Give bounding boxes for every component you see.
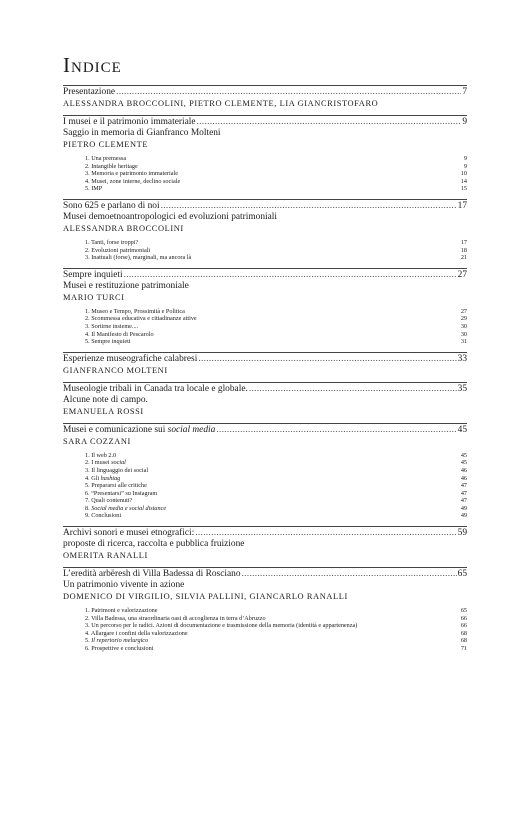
section-item[interactable] (63, 490, 467, 498)
section-label: 4. Il Manifesto di Pescarolo (85, 330, 154, 338)
entry-authors: MARIO TURCI (63, 292, 125, 302)
section-page-number: 65 (460, 607, 467, 615)
section-page-number: 21 (460, 254, 467, 262)
section-item[interactable] (63, 637, 467, 645)
section-label: 6. Prospettive e conclusioni (85, 645, 154, 653)
section-label: 3. Inattuali (forse), marginali, ma ancora là (85, 254, 192, 262)
entry-page-number: 45 (457, 424, 467, 435)
entry-title-line (63, 201, 467, 212)
entry-page-number: 9 (462, 117, 467, 127)
section-label: 2. Scommessa educativa e cittadinanze attive (85, 315, 197, 323)
entry-page-number: 33 (457, 353, 467, 364)
section-page-number: 68 (460, 637, 467, 645)
section-label: 1. Museo e Tempo, Prossimità e Politica (85, 307, 185, 315)
section-item[interactable] (63, 170, 467, 178)
section-item[interactable] (63, 155, 467, 163)
entry-title[interactable]: L’eredità arbëresh di Villa Badessa di Rosciano (63, 569, 241, 580)
section-label: 5. Prepararsi alle critiche (85, 482, 147, 490)
section-item[interactable] (63, 185, 467, 193)
entry-subtitle: Alcune note di campo. (63, 394, 148, 405)
entry-title[interactable]: Presentazione (63, 87, 116, 97)
entry-authors: DOMENICO DI VIRGILIO, SILVIA PALLINI, GIANCARLO RANALLI (63, 592, 348, 602)
entry-page-number: 65 (457, 569, 467, 580)
index-heading: Indice (63, 53, 122, 77)
section-item[interactable] (63, 497, 467, 505)
entry-title[interactable]: Esperienze museografiche calabresi (63, 353, 198, 364)
section-page-number: 45 (460, 451, 467, 459)
section-item[interactable] (63, 475, 467, 483)
entry-divider (63, 423, 467, 424)
section-label: 7. Quali contenuti? (85, 497, 133, 505)
entry-authors: EMANUELA ROSSI (63, 406, 144, 416)
section-page-number: 49 (460, 504, 467, 512)
entry-authors: PIETRO CLEMENTE (63, 140, 149, 149)
section-item[interactable] (63, 467, 467, 475)
section-item[interactable] (63, 505, 467, 513)
section-label: 6. “Presentarsi” su Instagram (85, 489, 158, 497)
entry-page-number: 7 (462, 87, 467, 97)
section-item[interactable] (63, 323, 467, 331)
entry-divider (63, 382, 467, 383)
section-label: 3. Il linguaggio dei social (85, 466, 149, 474)
entry-divider (63, 115, 467, 116)
section-item[interactable] (63, 178, 467, 186)
toc-entry[interactable] (63, 85, 467, 109)
entry-page-number: 35 (457, 383, 467, 394)
section-label: 1. Il web 2.0 (85, 451, 117, 459)
section-page-number: 46 (460, 466, 467, 474)
section-label: 2. Intangible heritage (85, 162, 138, 170)
entry-title[interactable]: Archivi sonori e musei etnografici: (63, 528, 195, 539)
entry-subtitle: Musei e restituzione patrimoniale (63, 280, 189, 291)
toc-entry[interactable] (63, 352, 467, 376)
section-page-number: 47 (460, 489, 467, 497)
dot-leader (216, 425, 456, 436)
section-item[interactable] (63, 452, 467, 460)
section-label: 4. Musei, zone interne, declino sociale (85, 177, 181, 185)
section-label: 2. Evoluzioni patrimoniali (85, 246, 151, 254)
entry-subtitle: proposte di ricerca, raccolta e pubblica fruizione (63, 539, 245, 550)
section-item[interactable] (63, 247, 467, 255)
table-of-contents (63, 85, 467, 655)
entry-title[interactable]: Musei e comunicazione sui social media (63, 424, 216, 435)
section-page-number: 31 (460, 338, 467, 346)
entry-subtitle: Musei demoetnoantropologici ed evoluzioni patrimoniali (63, 211, 278, 222)
section-page-number: 30 (460, 322, 467, 330)
entry-title-line (63, 354, 467, 365)
section-list (63, 155, 467, 193)
entry-title-line (63, 270, 467, 281)
section-list (63, 308, 467, 346)
section-page-number: 47 (460, 482, 467, 490)
dot-leader (198, 354, 456, 365)
section-label: 2. I musei social (85, 459, 126, 467)
section-page-number: 14 (460, 177, 467, 185)
toc-entry[interactable] (63, 268, 467, 346)
section-label: 5. Sempre inquieti (85, 338, 131, 346)
section-label: 2. Villa Badessa, una straordinaria oasi di accoglienza in terra d’Abruzzo (85, 614, 266, 622)
section-page-number: 10 (460, 170, 467, 178)
entry-title-line (63, 384, 467, 395)
section-label: 5. Il repertorio melurgico (85, 637, 149, 645)
entry-title-line (63, 87, 467, 98)
section-item[interactable] (63, 622, 467, 630)
section-label: 1. Tanti, forse troppi? (85, 238, 139, 246)
section-item[interactable] (63, 615, 467, 623)
section-page-number: 15 (460, 185, 467, 193)
entry-subtitle: Un patrimonio vivente in azione (63, 580, 185, 591)
entry-divider (63, 352, 467, 353)
section-label: 4. Gli hashtag (85, 474, 121, 482)
section-page-number: 17 (460, 238, 467, 246)
entry-title-line (63, 569, 467, 580)
section-label: 1. Patrimoni e valorizzazione (85, 607, 158, 615)
section-label: 4. Allargare i confini della valorizzazione (85, 629, 188, 637)
section-label-italic: social (111, 459, 126, 467)
toc-entry[interactable] (63, 526, 467, 561)
toc-entry[interactable] (63, 423, 467, 520)
section-page-number: 9 (463, 162, 467, 170)
entry-authors: ALESSANDRA BROCCOLINI (63, 223, 184, 233)
section-page-number: 71 (460, 645, 467, 653)
toc-entry[interactable] (63, 199, 467, 262)
entry-authors: GIANFRANCO MOLTENI (63, 365, 168, 375)
entry-title[interactable]: Sono 625 e parlano di noi (63, 200, 160, 211)
section-label-italic: Il repertorio melurgico (91, 637, 149, 645)
entry-title-italic: social media (167, 424, 216, 435)
section-page-number: 68 (460, 629, 467, 637)
section-page-number: 66 (460, 622, 467, 630)
section-item[interactable] (63, 254, 467, 262)
entry-authors: OMERITA RANALLI (63, 551, 148, 561)
section-label: 5. IMP (85, 185, 103, 193)
section-item[interactable] (63, 315, 467, 323)
dot-leader (197, 117, 462, 128)
section-item[interactable] (63, 607, 467, 615)
section-page-number: 47 (460, 497, 467, 505)
dot-leader (249, 384, 457, 395)
section-label: 1. Una premessa (85, 155, 127, 162)
entry-divider (63, 567, 467, 568)
section-item[interactable] (63, 645, 467, 653)
section-item[interactable] (63, 331, 467, 339)
entry-authors: SARA COZZANI (63, 436, 131, 446)
section-label-italic: Social media e social distance (91, 504, 167, 512)
entry-divider (63, 268, 467, 269)
section-page-number: 66 (460, 614, 467, 622)
section-list (63, 452, 467, 520)
section-page-number: 9 (463, 155, 467, 162)
entry-page-number: 17 (457, 200, 467, 211)
section-page-number: 46 (460, 474, 467, 482)
section-label: 3. Un percorso per le radici. Azioni di documentazione e trasmissione della memoria (identità e appartenenza) (85, 622, 358, 630)
section-page-number: 18 (460, 246, 467, 254)
entry-title[interactable]: I musei e il patrimonio immateriale (63, 117, 196, 127)
toc-entry[interactable] (63, 567, 467, 653)
section-item[interactable] (63, 512, 467, 520)
dot-leader (161, 201, 457, 212)
section-label: 8. Social media e social distance (85, 504, 167, 512)
section-item[interactable] (63, 482, 467, 490)
entry-page-number: 27 (457, 269, 467, 280)
section-page-number: 45 (460, 459, 467, 467)
section-item[interactable] (63, 239, 467, 247)
section-label: 9. Conclusioni (85, 512, 122, 520)
entry-divider (63, 199, 467, 200)
entry-title[interactable]: Sempre inquieti (63, 269, 123, 280)
entry-subtitle: Saggio in memoria di Gianfranco Molteni (63, 128, 221, 138)
toc-entry[interactable] (63, 382, 467, 417)
entry-title[interactable]: Museologie tribali in Canada tra locale e globale. (63, 383, 248, 394)
section-list (63, 607, 467, 653)
toc-entry[interactable] (63, 115, 467, 193)
entry-page-number: 59 (457, 528, 467, 539)
section-label: 3. Memoria e patrimonio immateriale (85, 170, 178, 178)
section-label-italic: hashtag (100, 474, 121, 482)
dot-leader (124, 270, 457, 281)
entry-authors: ALESSANDRA BROCCOLINI, PIETRO CLEMENTE, LIA GIANCRISTOFARO (63, 99, 379, 108)
dot-leader (242, 569, 457, 580)
section-item[interactable] (63, 308, 467, 316)
section-item[interactable] (63, 459, 467, 467)
entry-title-line (63, 425, 467, 436)
section-page-number: 27 (460, 307, 467, 315)
section-page-number: 29 (460, 315, 467, 323)
section-label: 3. Sortirne insieme.... (85, 322, 139, 330)
entry-divider (63, 85, 467, 86)
section-list (63, 239, 467, 262)
entry-title-line (63, 117, 467, 128)
dot-leader (195, 528, 456, 539)
entry-title-line (63, 528, 467, 539)
dot-leader (116, 87, 461, 98)
section-item[interactable] (63, 163, 467, 171)
section-item[interactable] (63, 338, 467, 346)
section-page-number: 30 (460, 330, 467, 338)
entry-divider (63, 526, 467, 527)
section-page-number: 49 (460, 512, 467, 520)
section-item[interactable] (63, 630, 467, 638)
